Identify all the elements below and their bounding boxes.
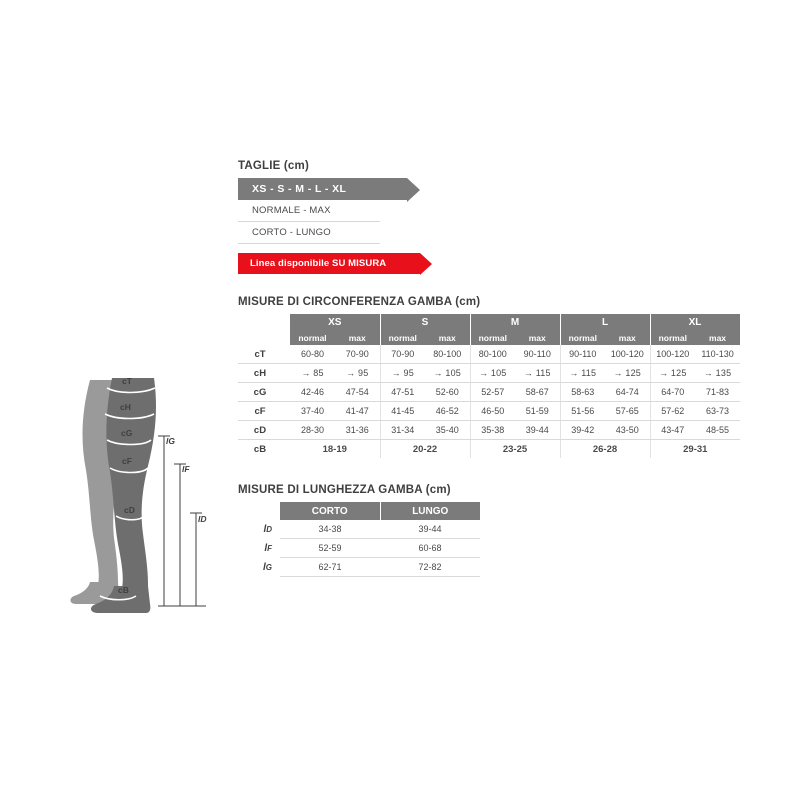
cell-cH-xl-max: → 135 [695,364,740,383]
cell-cT-xl-max: 110-130 [695,345,740,364]
cell-cH-l-max: → 125 [605,364,650,383]
table-row [238,402,740,421]
cell-cT-s-normal: 70-90 [380,345,425,364]
circumference-title: MISURE DI CIRCONFERENZA GAMBA (cm) [238,296,481,308]
table-row [238,440,740,459]
label-cB: cB [118,585,129,595]
cell-cF-xs-max: 41-47 [335,402,380,421]
header-corner [238,314,290,330]
circumference-size-header-row [238,314,740,330]
subheader-m-max: max [515,330,560,345]
row-label-lG: lG [262,561,272,573]
made-to-measure-banner: Linea disponibile SU MISURA [238,253,420,274]
table-row [238,383,740,402]
cell-cT-l-normal: 90-110 [560,345,605,364]
table-row [238,520,480,539]
cell-cF-xl-max: 63-73 [695,402,740,421]
label-lF: lF [182,464,190,474]
length-table [238,502,480,577]
row-label-cB: cB [238,440,290,459]
length-header-lungo: LUNGO [380,502,480,520]
table-row [238,345,740,364]
length-section [238,484,738,577]
label-cG: cG [121,428,133,438]
cell-cG-xs-max: 47-54 [335,383,380,402]
label-cD: cD [124,505,135,515]
cell-cF-s-normal: 41-45 [380,402,425,421]
cell-cT-s-max: 80-100 [425,345,470,364]
length-header-corto: CORTO [280,502,380,520]
cell-cH-xs-normal: → 85 [290,364,335,383]
cell-cG-s-normal: 47-51 [380,383,425,402]
circumference-subheader-row [238,330,740,345]
cell-cD-xs-max: 31-36 [335,421,380,440]
circumference-section [238,296,738,458]
header-size-s: S [380,314,470,330]
row-label-cF: cF [238,402,290,421]
cell-cH-s-normal: → 95 [380,364,425,383]
subheader-xl-max: max [695,330,740,345]
cell-cF-s-max: 46-52 [425,402,470,421]
row-label-cD: cD [238,421,290,440]
sizes-row-corto-lungo: CORTO - LUNGO [238,222,380,244]
cell-cD-m-max: 39-44 [515,421,560,440]
cell-cH-s-max: → 105 [425,364,470,383]
length-header-corner [238,502,280,520]
cell-lD-corto: 34-38 [280,520,380,539]
row-label-lD: lD [263,523,272,535]
row-label-lF: lF [264,542,272,554]
header-size-l: L [560,314,650,330]
cell-cF-xl-normal: 57-62 [650,402,695,421]
cell-cF-m-normal: 46-50 [470,402,515,421]
cell-cB-xs: 18-19 [322,443,347,455]
table-row [238,558,480,577]
cell-cG-s-max: 52-60 [425,383,470,402]
cell-cG-m-normal: 52-57 [470,383,515,402]
cell-cB-l: 26-28 [560,440,650,459]
cell-lF-lungo: 60-68 [380,539,480,558]
subheader-m-normal: normal [470,330,515,345]
cell-cH-m-normal: → 105 [470,364,515,383]
subheader-xs-max: max [335,330,380,345]
header-size-m: M [470,314,560,330]
cell-cT-xl-normal: 100-120 [650,345,695,364]
sizes-title: TAGLIE (cm) [238,160,309,172]
subheader-s-max: max [425,330,470,345]
cell-cD-xl-max: 48-55 [695,421,740,440]
cell-cD-m-normal: 35-38 [470,421,515,440]
cell-cH-m-max: → 115 [515,364,560,383]
cell-cG-m-max: 58-67 [515,383,560,402]
cell-cH-l-normal: → 115 [560,364,605,383]
label-cH: cH [120,402,131,412]
length-header-row [238,502,480,520]
cell-cT-xs-normal: 60-80 [290,345,335,364]
cell-cD-s-normal: 31-34 [380,421,425,440]
cell-cD-xs-normal: 28-30 [290,421,335,440]
label-lD: lD [198,514,207,524]
label-cT: cT [122,376,132,386]
cell-cF-xs-normal: 37-40 [290,402,335,421]
circumference-table [238,314,741,458]
cell-lG-lungo: 72-82 [380,558,480,577]
subheader-xl-normal: normal [650,330,695,345]
cell-cD-l-max: 43-50 [605,421,650,440]
label-cF: cF [122,456,132,466]
cell-cG-l-max: 64-74 [605,383,650,402]
row-label-cG: cG [238,383,290,402]
sizes-bar: XS - S - M - L - XL [238,178,407,200]
cell-cF-l-normal: 51-56 [560,402,605,421]
subheader-corner [238,330,290,345]
table-row [238,539,480,558]
subheader-l-normal: normal [560,330,605,345]
cell-lF-corto: 52-59 [280,539,380,558]
subheader-s-normal: normal [380,330,425,345]
cell-cF-m-max: 51-59 [515,402,560,421]
cell-cF-l-max: 57-65 [605,402,650,421]
cell-cD-s-max: 35-40 [425,421,470,440]
cell-cT-m-normal: 80-100 [470,345,515,364]
subheader-xs-normal: normal [290,330,335,345]
cell-cG-l-normal: 58-63 [560,383,605,402]
chart-content [238,160,738,577]
table-row [238,421,740,440]
label-lG: lG [166,436,175,446]
cell-cD-xl-normal: 43-47 [650,421,695,440]
row-label-cT: cT [238,345,290,364]
sizes-row-normale-max: NORMALE - MAX [238,200,380,222]
cell-cT-l-max: 100-120 [605,345,650,364]
subheader-l-max: max [605,330,650,345]
cell-cB-xl: 29-31 [650,440,740,459]
cell-cB-m: 23-25 [470,440,560,459]
header-size-xs: XS [290,314,380,330]
cell-cG-xs-normal: 42-46 [290,383,335,402]
table-row [238,364,740,383]
cell-cT-xs-max: 70-90 [335,345,380,364]
cell-cG-xl-normal: 64-70 [650,383,695,402]
leg-measurement-diagram [60,370,240,620]
cell-cG-xl-max: 71-83 [695,383,740,402]
cell-lD-lungo: 39-44 [380,520,480,539]
cell-cD-l-normal: 39-42 [560,421,605,440]
row-label-cH: cH [238,364,290,383]
cell-cH-xs-max: → 95 [335,364,380,383]
length-title: MISURE DI LUNGHEZZA GAMBA (cm) [238,484,451,496]
cell-cH-xl-normal: → 125 [650,364,695,383]
cell-cB-s: 20-22 [380,440,470,459]
cell-cT-m-max: 90-110 [515,345,560,364]
header-size-xl: XL [650,314,740,330]
cell-lG-corto: 62-71 [280,558,380,577]
